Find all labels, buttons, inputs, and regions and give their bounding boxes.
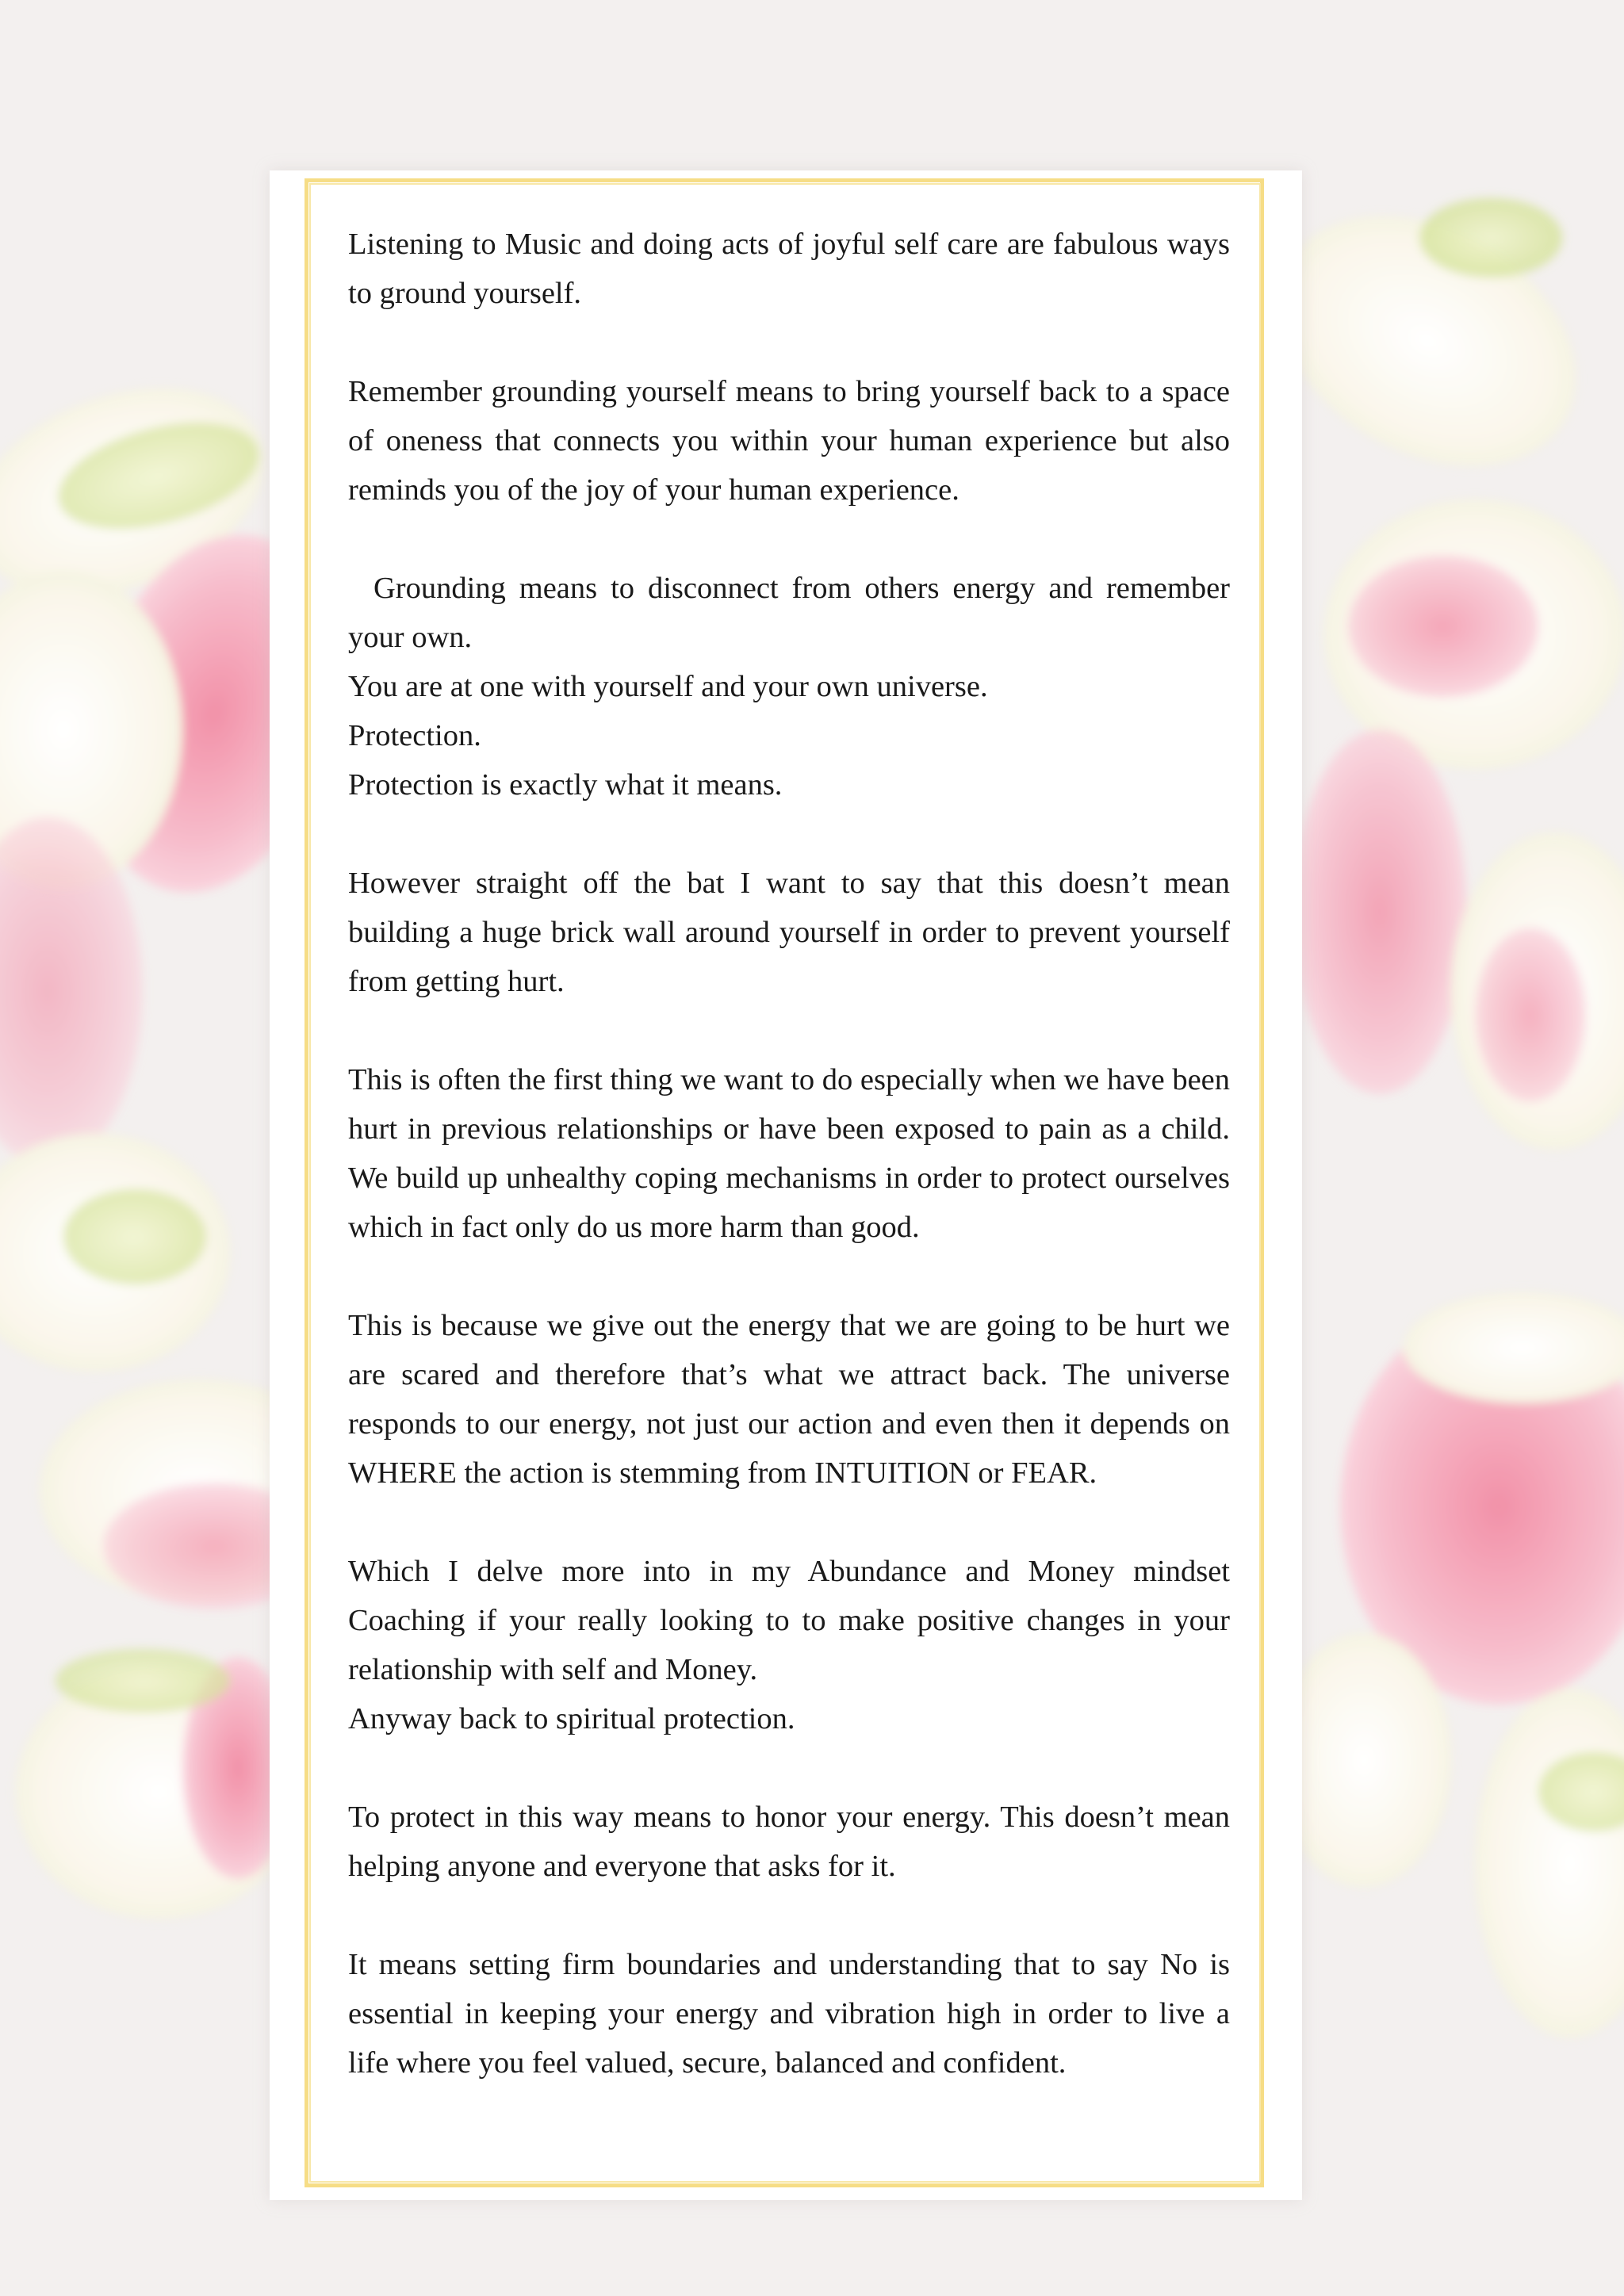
text-panel [270, 170, 1302, 2200]
paragraph: Remember grounding yourself means to bring yourself back to a space of oneness that connects you within your human experience but also reminds you of the joy of your human experience. [348, 375, 1230, 507]
text-line: Anyway back to spiritual protection. [348, 1702, 795, 1735]
paragraph: However straight off the bat I want to say that this doesn’t mean building a huge brick wall around yourself in order to prevent yourself from getting hurt. [348, 867, 1230, 998]
paragraph: This is often the first thing we want to do especially when we have been hurt in previous relationships or have been exposed to pain as a child. We build up unhealthy coping mechanisms in order to protect ourselves which in fact only do us more harm than good. [348, 1063, 1230, 1244]
text-line: Protection is exactly what it means. [348, 768, 783, 802]
paragraph: To protect in this way means to honor your energy. This doesn’t mean helping anyone and everyone that asks for it. [348, 1800, 1230, 1883]
paragraph: This is because we give out the energy that we are going to be hurt we are scared and therefore that’s what we attract back. The universe responds to our energy, not just our action and even then it depends on WHERE the action is stemming from INTUITION or FEAR. [348, 1309, 1230, 1490]
text-line: Protection. [348, 719, 481, 752]
paragraph: Grounding means to disconnect from others energy and remember your own. [348, 572, 1230, 654]
paragraph: It means setting firm boundaries and understanding that to say No is essential in keeping your energy and vibration high in order to live a life where you feel valued, secure, balanced and confident. [348, 1948, 1230, 2080]
paragraph: Which I delve more into in my Abundance and Money mindset Coaching if your really looking to to make positive changes in your relationship with self and Money. [348, 1555, 1230, 1686]
body-text [348, 220, 1230, 2087]
paragraph: Listening to Music and doing acts of joyful self care are fabulous ways to ground yourself. [348, 228, 1230, 310]
text-line: You are at one with yourself and your own universe. [348, 670, 988, 703]
